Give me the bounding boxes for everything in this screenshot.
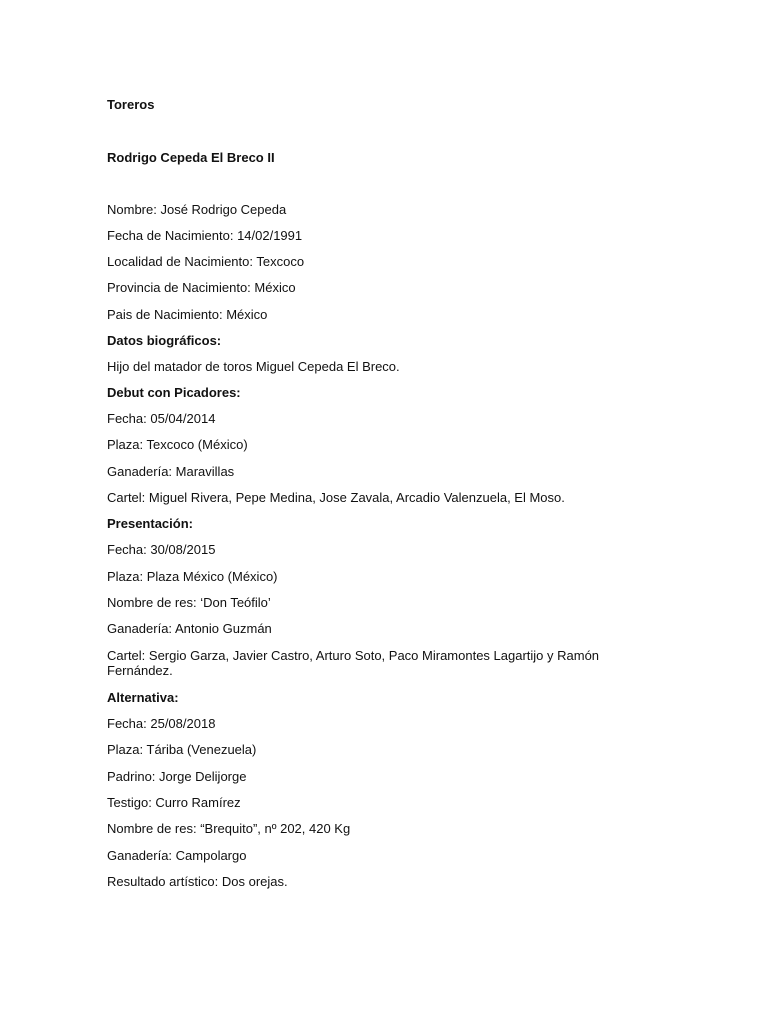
- alternative-result-line: Resultado artístico: Dos orejas.: [107, 874, 288, 889]
- alternative-bull-line: Nombre de res: “Brequito”, nº 202, 420 Kg: [107, 821, 351, 836]
- birth-province-line: Provincia de Nacimiento: México: [107, 280, 296, 295]
- debut-plaza-line: Plaza: Texcoco (México): [107, 437, 248, 452]
- bullfighter-name-heading: Rodrigo Cepeda El Breco II: [107, 150, 275, 165]
- biography-text: Hijo del matador de toros Miguel Cepeda El Breco.: [107, 359, 400, 374]
- debut-ganaderia-line: Ganadería: Maravillas: [107, 464, 235, 479]
- alternative-padrino-line: Padrino: Jorge Delijorge: [107, 769, 247, 784]
- document-title: Toreros: [107, 97, 155, 112]
- birth-date-line: Fecha de Nacimiento: 14/02/1991: [107, 228, 303, 243]
- presentation-heading: Presentación:: [107, 516, 193, 531]
- alternative-plaza-line: Plaza: Táriba (Venezuela): [107, 742, 257, 757]
- biography-heading: Datos biográficos:: [107, 333, 222, 348]
- presentation-date-line: Fecha: 30/08/2015: [107, 542, 216, 557]
- debut-heading: Debut con Picadores:: [107, 385, 241, 400]
- alternative-date-line: Fecha: 25/08/2018: [107, 716, 216, 731]
- alternative-heading: Alternativa:: [107, 690, 179, 705]
- presentation-bull-line: Nombre de res: ‘Don Teófilo’: [107, 595, 271, 610]
- alternative-testigo-line: Testigo: Curro Ramírez: [107, 795, 241, 810]
- birth-country-line: Pais de Nacimiento: México: [107, 307, 268, 322]
- presentation-cartel-line: Cartel: Sergio Garza, Javier Castro, Arturo Soto, Paco Miramontes Lagartijo y Ramón Fernández.: [107, 648, 600, 678]
- debut-cartel-line: Cartel: Miguel Rivera, Pepe Medina, Jose Zavala, Arcadio Valenzuela, El Moso.: [107, 490, 565, 505]
- debut-date-line: Fecha: 05/04/2014: [107, 411, 216, 426]
- presentation-ganaderia-line: Ganadería: Antonio Guzmán: [107, 621, 272, 636]
- alternative-ganaderia-line: Ganadería: Campolargo: [107, 848, 247, 863]
- full-name-line: Nombre: José Rodrigo Cepeda: [107, 202, 287, 217]
- birth-locality-line: Localidad de Nacimiento: Texcoco: [107, 254, 305, 269]
- presentation-plaza-line: Plaza: Plaza México (México): [107, 569, 278, 584]
